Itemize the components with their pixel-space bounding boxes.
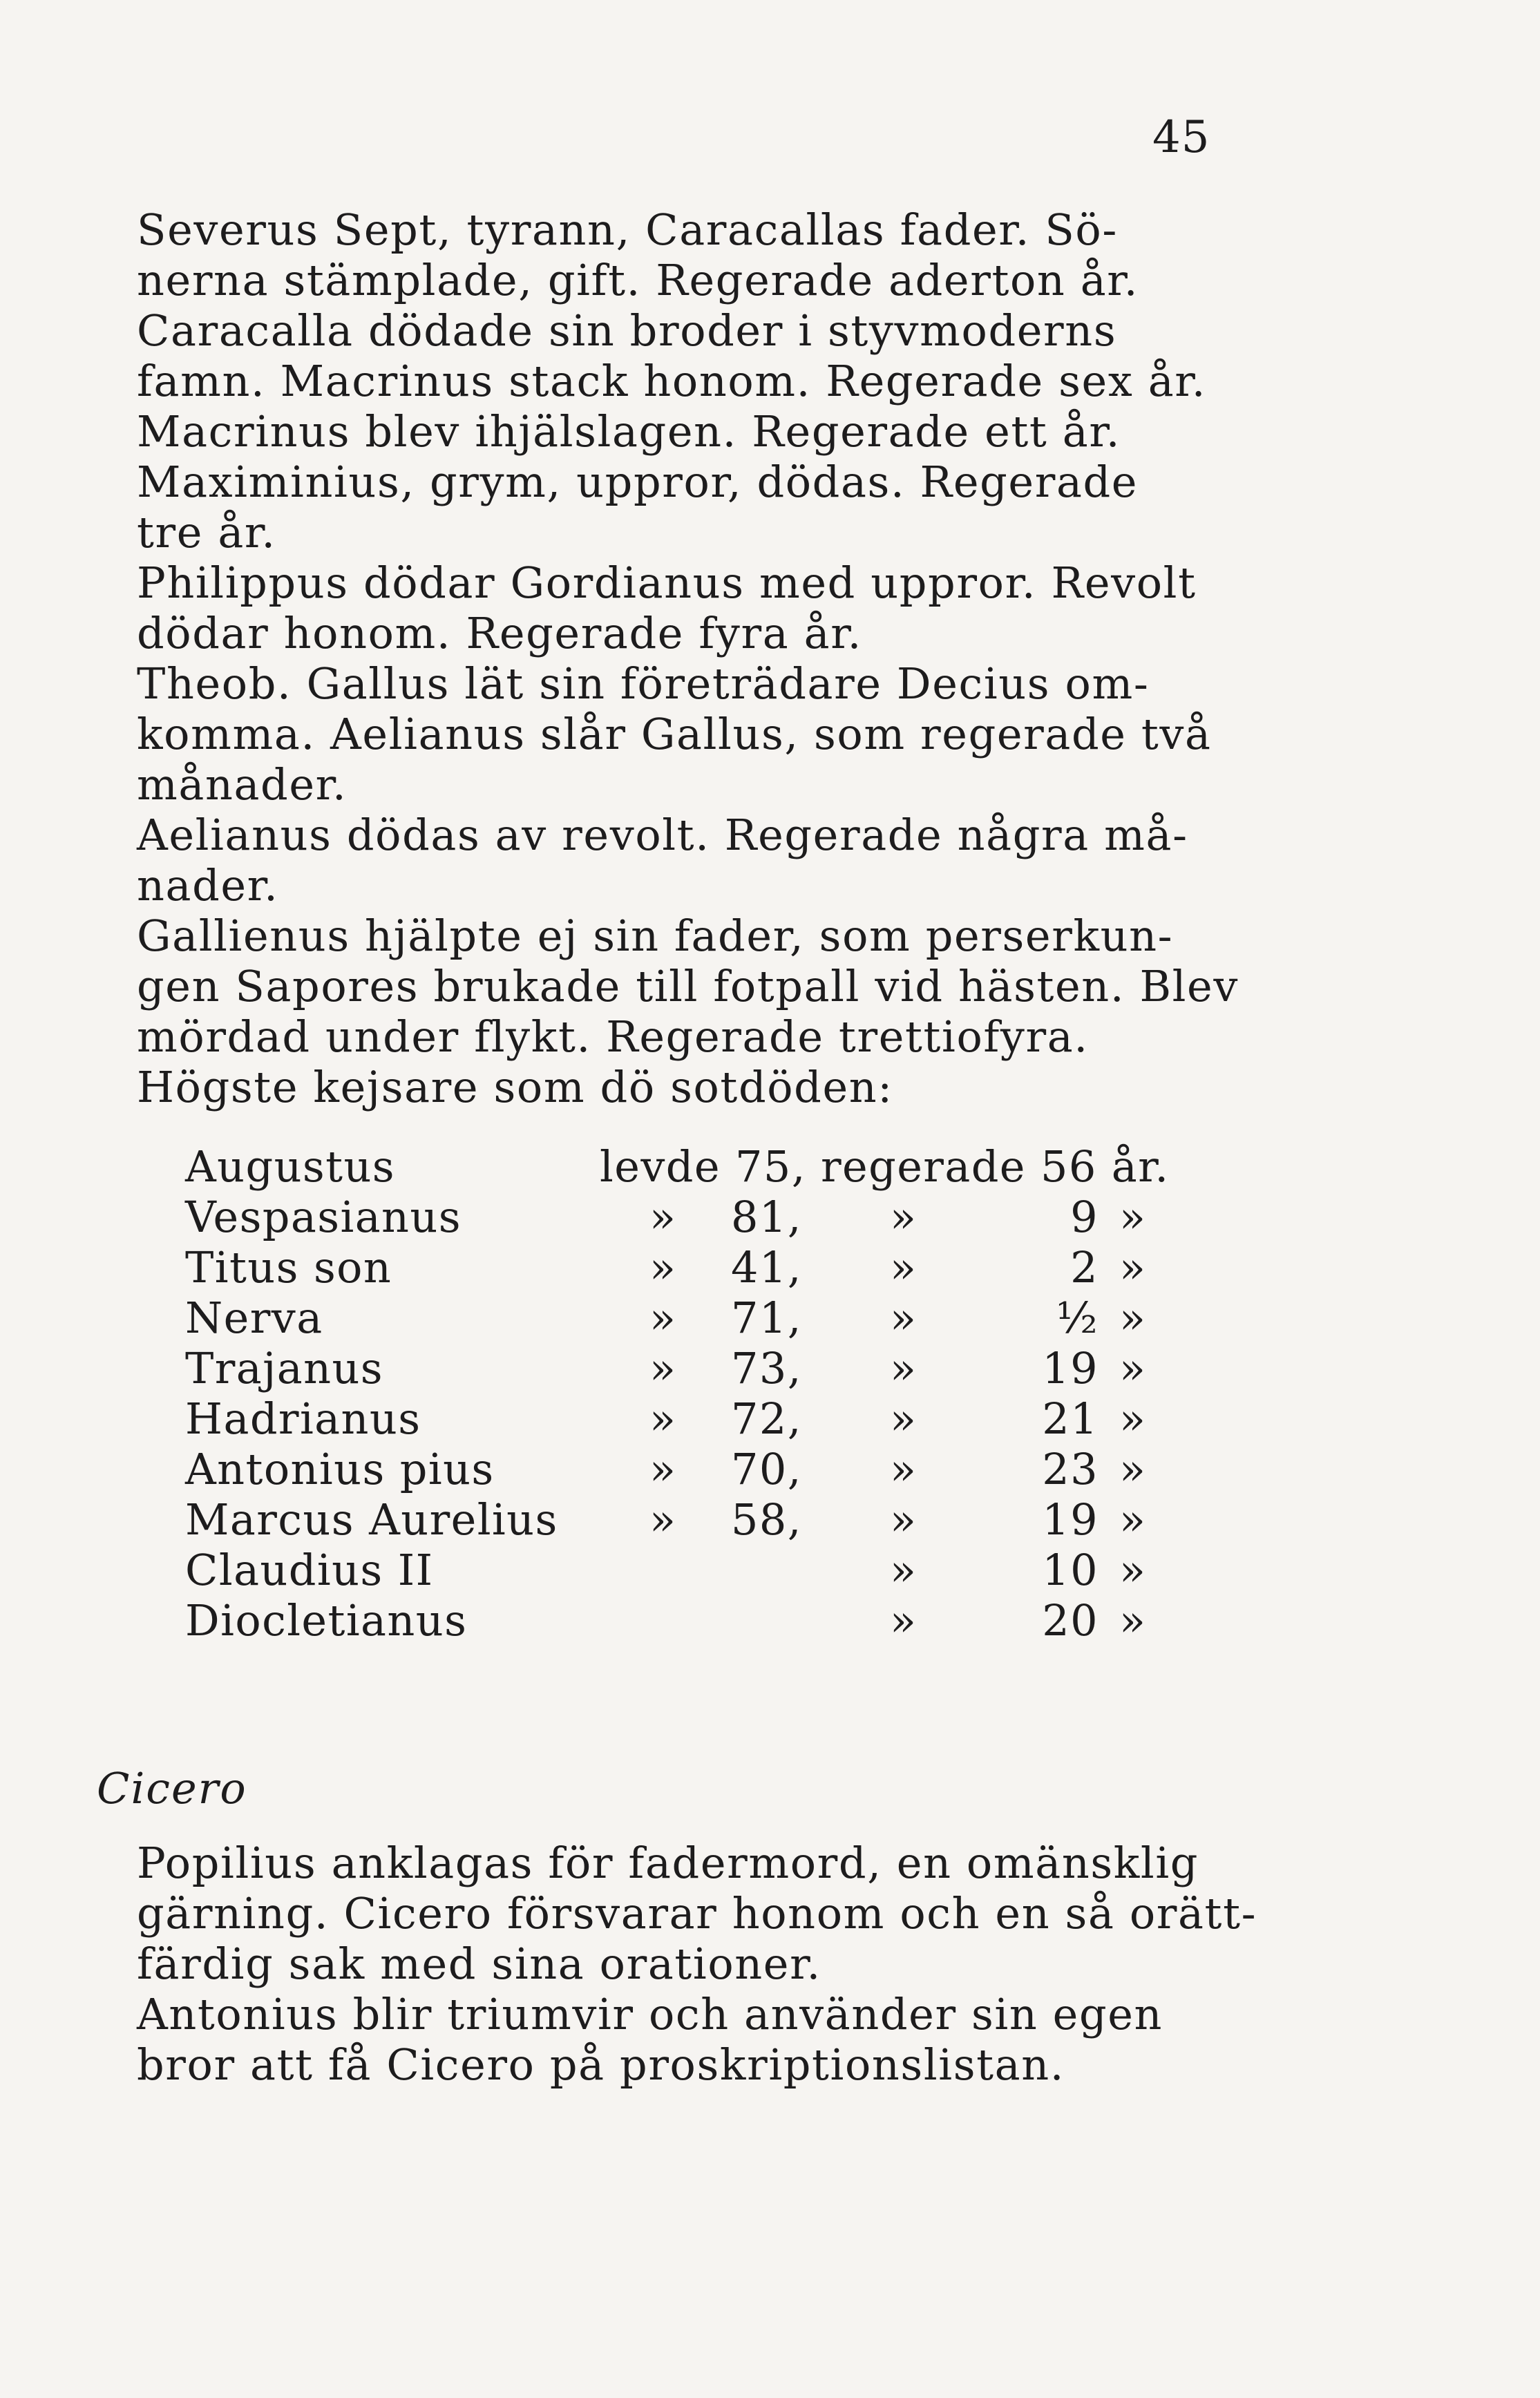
age-value: 72, [731, 1393, 802, 1444]
reign-value: 21 [1042, 1393, 1099, 1444]
text-line: månader. [137, 759, 348, 810]
ditto-mark: » [1119, 1444, 1147, 1494]
emperor-name: Augustus [185, 1141, 396, 1192]
age-value: 41, [731, 1242, 802, 1293]
text-line: Maximinius, grym, uppror, dödas. Regerade [137, 457, 1139, 507]
ditto-mark: » [1119, 1494, 1147, 1545]
text-line: mördad under flykt. Regerade trettiofyra. [137, 1011, 1089, 1062]
text-line: tre år. [137, 507, 276, 558]
ditto-mark: » [649, 1444, 677, 1494]
page-number: 45 [1152, 112, 1210, 163]
ditto-mark: » [649, 1343, 677, 1393]
text-line: gen Sapores brukade till fotpall vid hästen. Blev [137, 961, 1239, 1011]
ditto-mark: » [649, 1293, 677, 1343]
lived-label: levde 75, [600, 1141, 806, 1192]
cicero-text [137, 1838, 1270, 2090]
emperor-table [185, 1141, 1187, 1646]
ditto-mark: » [890, 1595, 918, 1646]
text-line: färdig sak med sina orationer. [137, 1939, 821, 1989]
text-line: Högste kejsare som dö sotdöden: [137, 1062, 893, 1112]
ditto-mark: » [649, 1494, 677, 1545]
table-row [185, 1192, 1187, 1242]
age-value: 73, [731, 1343, 802, 1393]
text-line: gärning. Cicero försvarar honom och en så orätt- [137, 1888, 1257, 1939]
age-value: 81, [731, 1192, 802, 1242]
ditto-mark: » [890, 1192, 918, 1242]
age-value: 70, [731, 1444, 802, 1494]
text-line: Macrinus blev ihjälslagen. Regerade ett år. [137, 406, 1121, 457]
emperor-name: Hadrianus [185, 1393, 421, 1444]
ditto-mark: » [1119, 1393, 1147, 1444]
table-row [185, 1494, 1187, 1545]
table-row [185, 1444, 1187, 1494]
text-line: Caracalla dödade sin broder i styvmoderns [137, 305, 1117, 356]
reign-value: 20 [1042, 1595, 1099, 1646]
text-line: Philippus dödar Gordianus med uppror. Revolt [137, 558, 1197, 608]
emperor-name: Antonius pius [185, 1444, 495, 1494]
reign-value: 19 [1042, 1343, 1099, 1393]
ditto-mark: » [890, 1242, 918, 1293]
emperor-name: Vespasianus [185, 1192, 462, 1242]
reign-value: 10 [1042, 1545, 1099, 1595]
reign-value: ½ [1056, 1293, 1099, 1343]
reign-value: 2 [1070, 1242, 1099, 1293]
emperor-name: Nerva [185, 1293, 323, 1343]
reign-value: 23 [1042, 1444, 1099, 1494]
ditto-mark: » [1119, 1545, 1147, 1595]
text-line: dödar honom. Regerade fyra år. [137, 608, 862, 658]
ditto-mark: » [890, 1444, 918, 1494]
text-line: nerna stämplade, gift. Regerade aderton år. [137, 255, 1139, 305]
age-value: 58, [731, 1494, 802, 1545]
text-line: Gallienus hjälpte ej sin fader, som perserkun- [137, 911, 1174, 961]
ditto-mark: » [890, 1343, 918, 1393]
ditto-mark: » [890, 1393, 918, 1444]
text-line: nader. [137, 860, 279, 911]
ditto-mark: » [890, 1494, 918, 1545]
ditto-mark: » [1119, 1192, 1147, 1242]
reign-value: 9 [1070, 1192, 1099, 1242]
table-header-row [185, 1141, 1187, 1192]
section-heading: Cicero [97, 1763, 247, 1814]
table-row [185, 1293, 1187, 1343]
reign-value: 19 [1042, 1494, 1099, 1545]
table-row [185, 1595, 1187, 1646]
text-line: bror att få Cicero på proskriptionslistan. [137, 2039, 1065, 2090]
ditto-mark: » [649, 1393, 677, 1444]
text-line: Popilius anklagas för fadermord, en omänsklig [137, 1838, 1199, 1888]
ditto-mark: » [890, 1293, 918, 1343]
ditto-mark: » [1119, 1595, 1147, 1646]
table-row [185, 1545, 1187, 1595]
text-line: Antonius blir triumvir och använder sin egen [137, 1989, 1163, 2039]
emperor-name: Diocletianus [185, 1595, 468, 1646]
table-row [185, 1242, 1187, 1293]
ditto-mark: » [890, 1545, 918, 1595]
ditto-mark: » [649, 1242, 677, 1293]
emperor-name: Claudius II [185, 1545, 434, 1595]
text-line: Severus Sept, tyrann, Caracallas fader. Sö- [137, 204, 1118, 255]
table-row [185, 1393, 1187, 1444]
emperor-name: Trajanus [185, 1343, 384, 1393]
text-line: komma. Aelianus slår Gallus, som regerade två [137, 709, 1212, 759]
text-line: Aelianus dödas av revolt. Regerade några må- [137, 810, 1188, 860]
emperor-name: Marcus Aurelius [185, 1494, 558, 1545]
ditto-mark: » [1119, 1343, 1147, 1393]
age-value: 71, [731, 1293, 802, 1343]
text-line: famn. Macrinus stack honom. Regerade sex år. [137, 356, 1207, 406]
ditto-mark: » [649, 1192, 677, 1242]
intro-text [137, 204, 1270, 1112]
ruled-label: regerade 56 år. [821, 1141, 1170, 1192]
ditto-mark: » [1119, 1242, 1147, 1293]
text-line: Theob. Gallus lät sin företrädare Decius om- [137, 658, 1150, 709]
table-row [185, 1343, 1187, 1393]
ditto-mark: » [1119, 1293, 1147, 1343]
emperor-name: Titus son [185, 1242, 392, 1293]
